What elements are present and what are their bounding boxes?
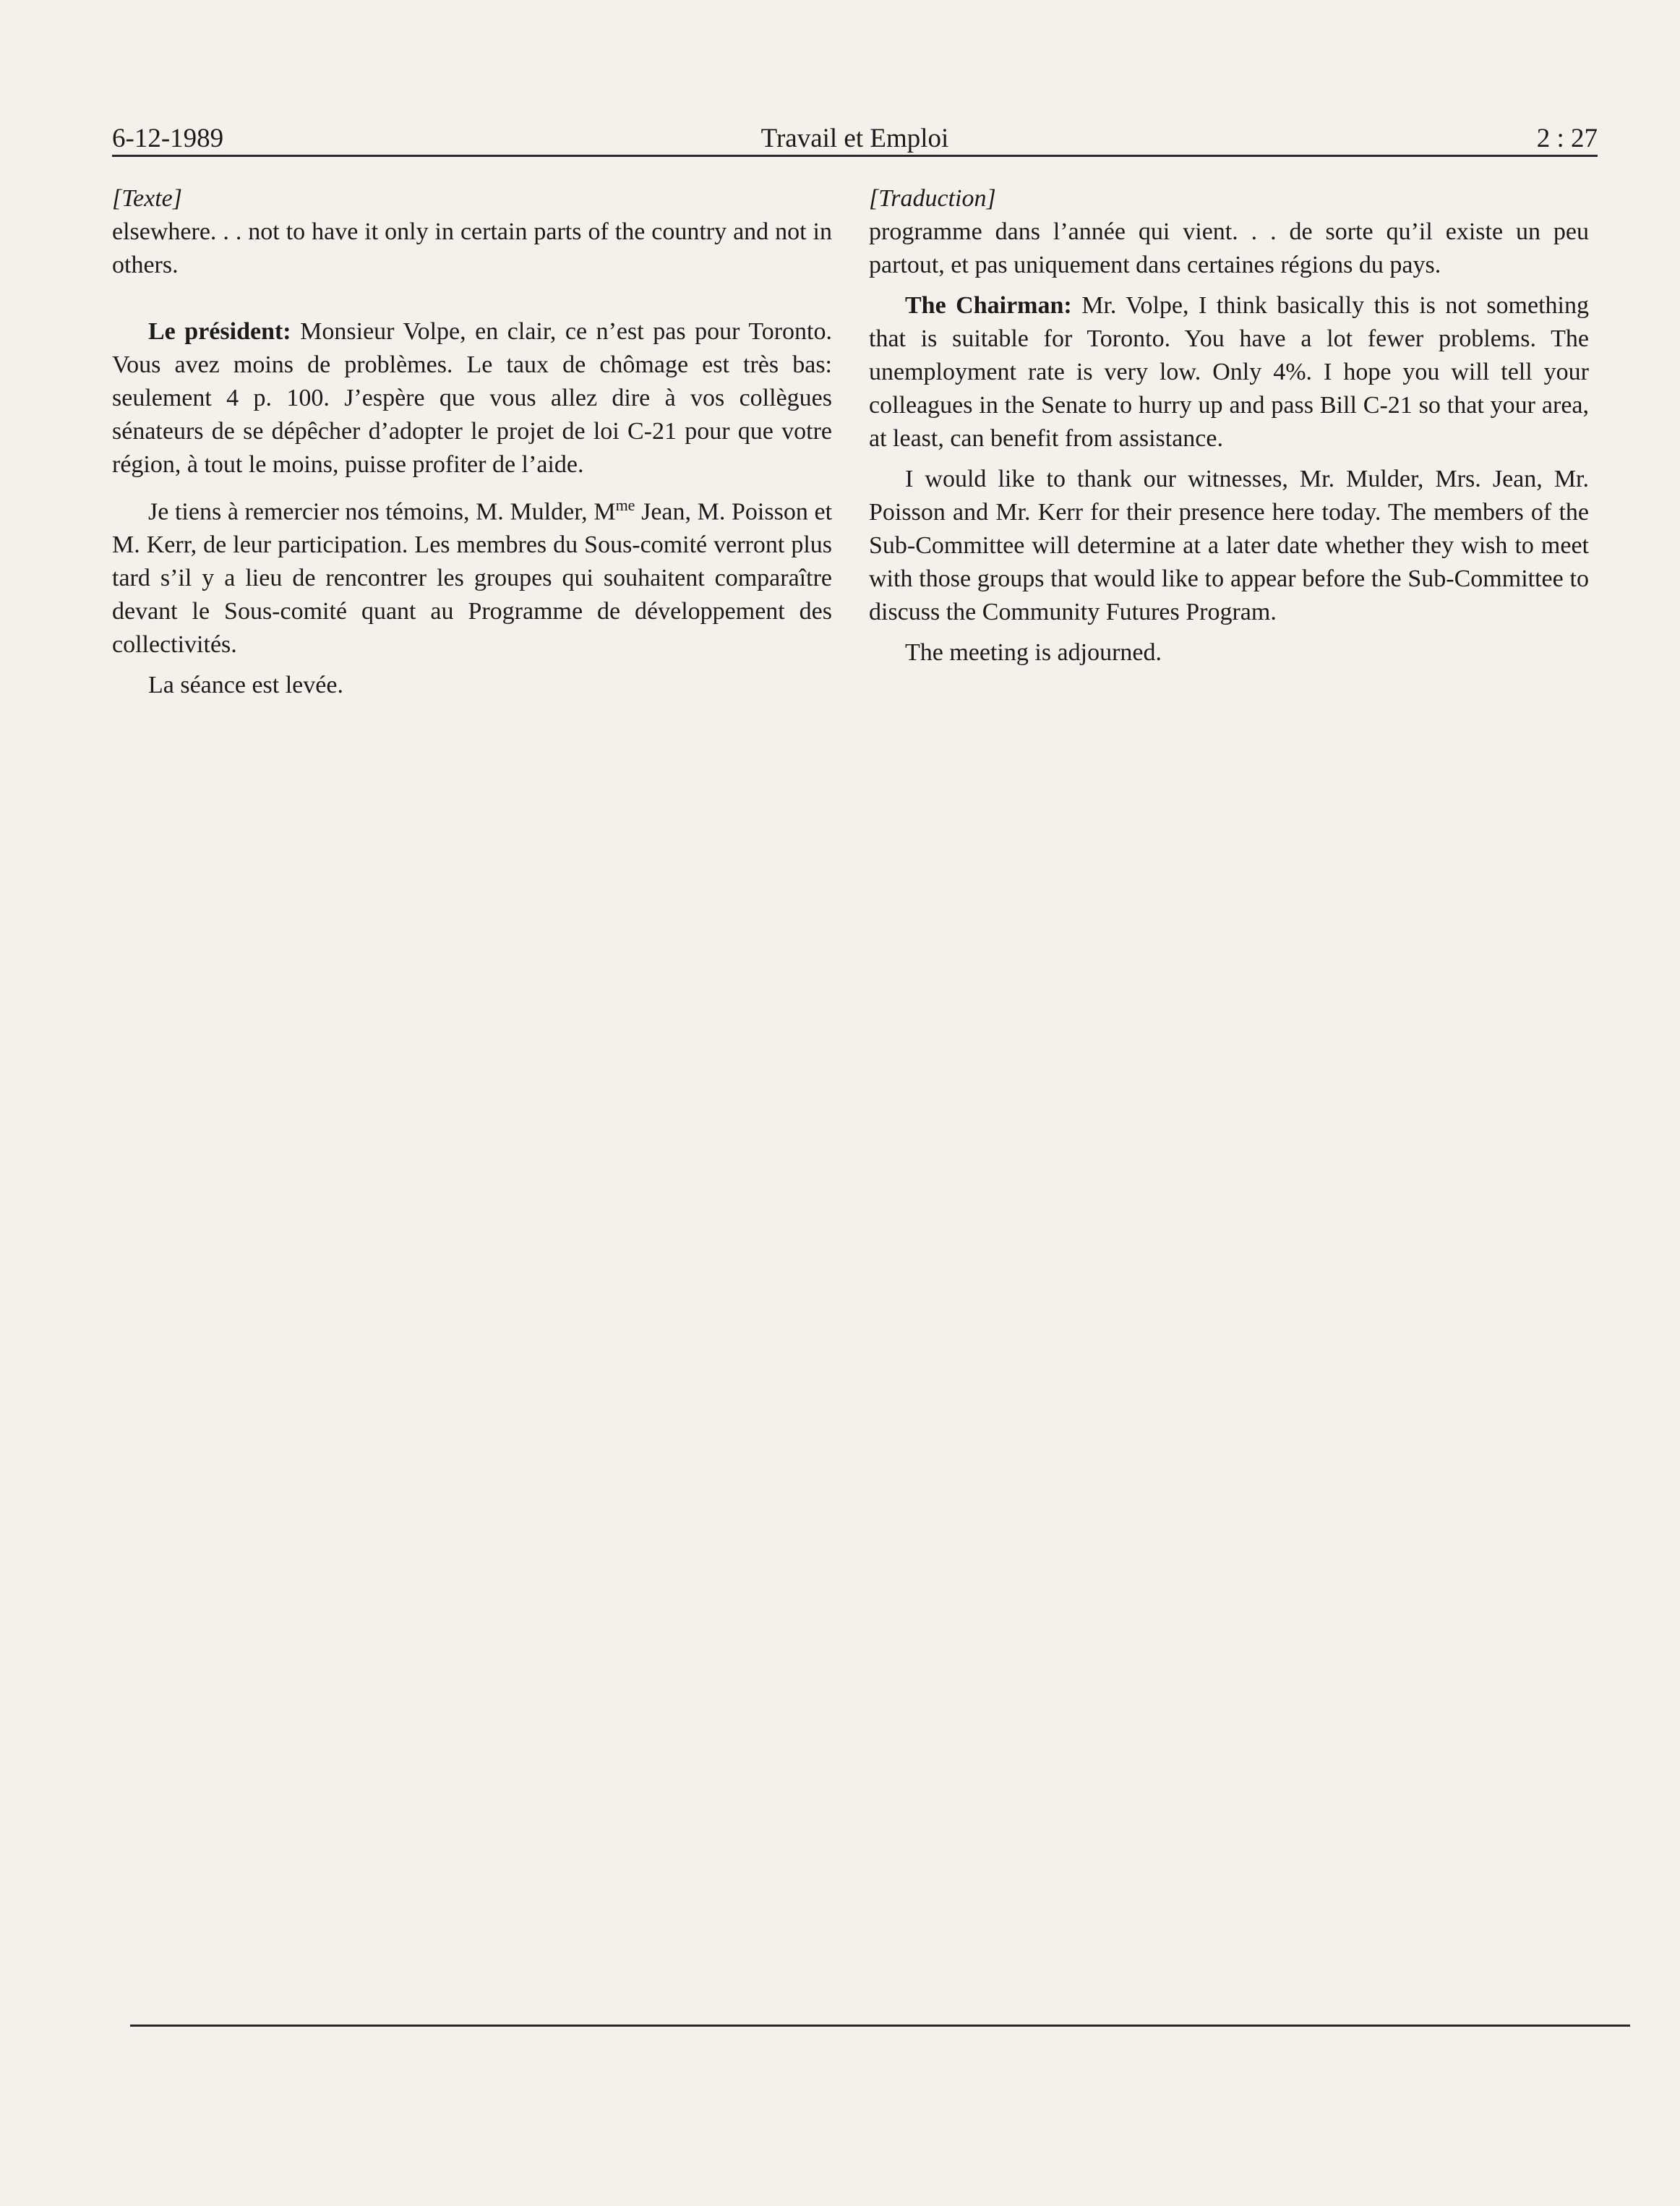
page-header — [112, 123, 1598, 155]
header-title: Travail et Emploi — [760, 124, 949, 153]
left-paragraph-4: La séance est levée. — [148, 672, 343, 699]
right-paragraph-3: I would like to thank our witnesses, Mr. Mulder, Mrs. Jean, Mr. Poisson and Mr. Kerr for their presence here today. The members of the Sub-Committee will determine at a later date whether they wish to meet with those groups that would like to appear before the Sub-Committee to discuss the Community Futures Program. — [869, 466, 1589, 625]
right-paragraph-2 — [869, 289, 1589, 456]
left-paragraph-2 — [112, 315, 832, 482]
header-date: 6-12-1989 — [112, 124, 224, 153]
speaker-name: The Chairman: — [905, 292, 1072, 319]
footer-rule — [130, 2025, 1630, 2027]
superscript-me: me — [615, 496, 635, 514]
speech-text: Je tiens à remercier nos témoins, M. Mulder, M — [148, 498, 616, 526]
left-paragraph-3 — [112, 489, 832, 662]
texte-tag: [Texte] — [112, 185, 182, 212]
header-rule — [112, 155, 1598, 157]
french-column — [112, 182, 832, 702]
right-paragraph-4: The meeting is adjourned. — [905, 639, 1162, 666]
traduction-tag: [Traduction] — [869, 185, 996, 212]
speech-text: Jean, M. Poisson et M. Kerr, de leur participation. Les membres du Sous-comité verront plus tard s’il y a lieu de rencontrer les groupes qui souhaitent comparaître devant le Sous-comité quant au Programme de développement des collectivités. — [112, 498, 833, 659]
speech-text: Monsieur Volpe, en clair, ce n’est pas pour Toronto. Vous avez moins de problèmes. Le taux de chômage est très bas: seulement 4 p. 100. J’espère que vous allez dire à vos collègues sénateurs de se dépêcher d’adopter le projet de loi C-21 pour que votre région, à tout le moins, puisse profiter de l’aide. — [112, 318, 832, 478]
speaker-name: Le président: — [148, 318, 291, 345]
left-paragraph-1: elsewhere. . . not to have it only in certain parts of the country and not in others. — [112, 218, 832, 278]
english-column — [869, 182, 1589, 670]
speech-text: Mr. Volpe, I think basically this is not something that is suitable for Toronto. You have a lot fewer problems. The unemployment rate is very low. Only 4%. I hope you will tell your colleagues in the Senate to hurry up and pass Bill C-21 so that your area, at least, can benefit from assistance. — [869, 292, 1589, 452]
header-page-number: 2 : 27 — [1536, 124, 1598, 153]
right-paragraph-1: programme dans l’année qui vient. . . de sorte qu’il existe un peu partout, et pas uniquement dans certaines régions du pays. — [869, 218, 1589, 278]
